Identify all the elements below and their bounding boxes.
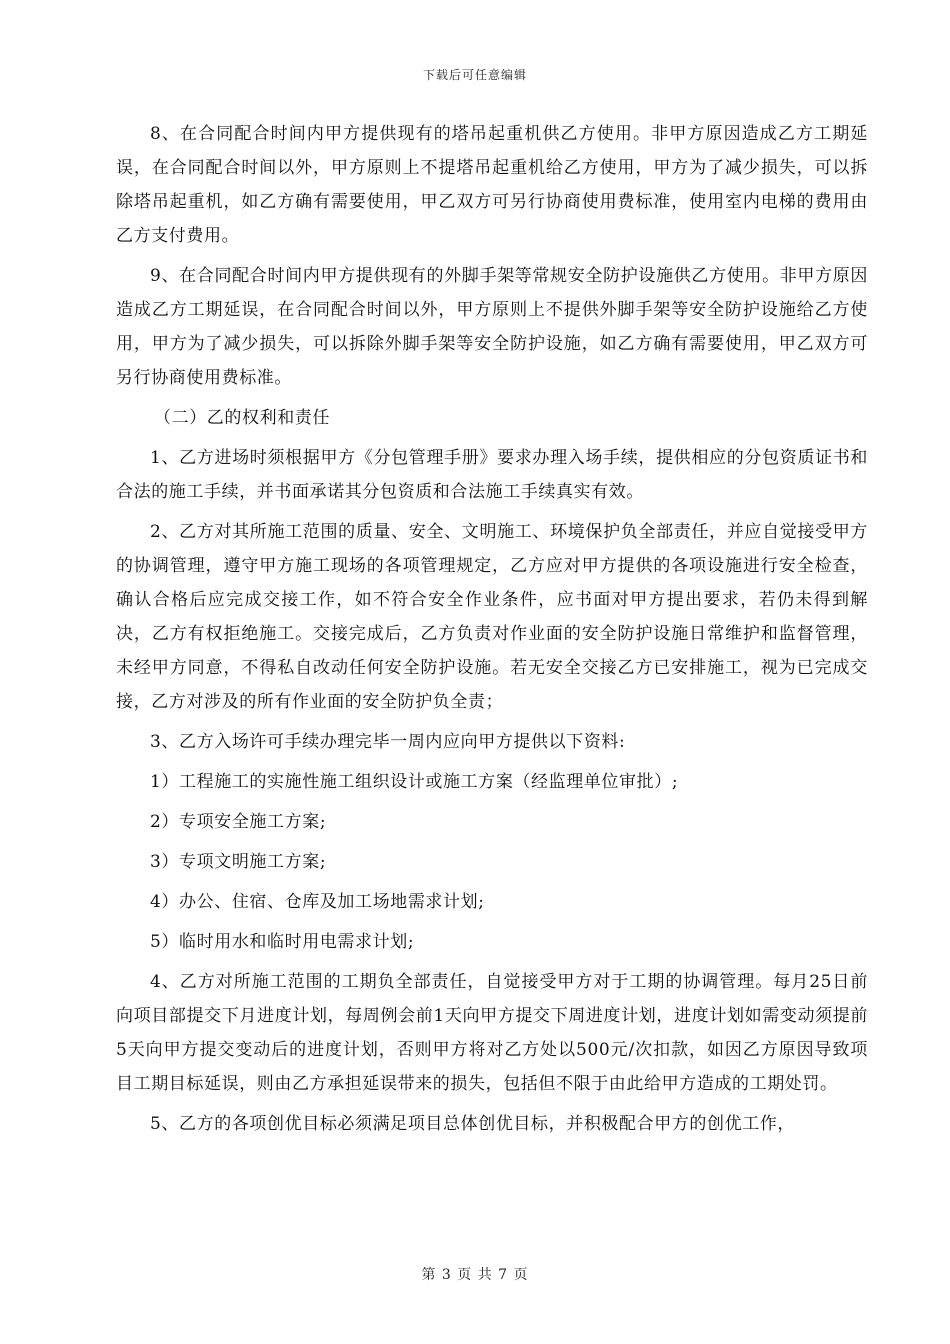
document-body [116, 117, 868, 1147]
paragraph-clause-1: 1、乙方进场时须根据甲方《分包管理手册》要求办理入场手续，提供相应的分包资质证书和合法的施工手续，并书面承诺其分包资质和合法施工手续真实有效。 [116, 448, 868, 502]
list-item-3: 3）专项文明施工方案; [150, 852, 327, 872]
page-number: 第 3 页 共 7 页 [421, 1267, 529, 1283]
list-item-1: 1）工程施工的实施性施工组织设计或施工方案（经监理单位审批）; [150, 772, 679, 792]
paragraph-clause-4: 4、乙方对所施工范围的工期负全部责任，自觉接受甲方对于工期的协调管理。每月25日前向项目部提交下月进度计划，每周例会前1天向甲方提交下周进度计划，进度计划如需变动须提前5天向甲方提交变动后的进度计划，否则甲方将对乙方处以500元/次扣款，如因乙方原因导致项目工期目标延误，则由乙方承担延误带来的损失，包括但不限于由此给甲方造成的工期处罚。 [116, 972, 868, 1094]
list-item-5: 5）临时用水和临时用电需求计划; [150, 932, 415, 952]
section-heading: （二）乙的权利和责任 [154, 408, 330, 428]
paragraph-clause-2: 2、乙方对其所施工范围的质量、安全、文明施工、环境保护负全部责任，并应自觉接受甲方的协调管理，遵守甲方施工现场的各项管理规定，乙方应对甲方提供的各项设施进行安全检查，确认合格后应完成交接工作，如不符合安全作业条件，应书面对甲方提出要求，若仍未得到解决，乙方有权拒绝施工。交接完成后，乙方负责对作业面的安全防护设施日常维护和监督管理，未经甲方同意，不得私自改动任何安全防护设施。若无安全交接乙方已安排施工，视为已完成交接，乙方对涉及的所有作业面的安全防护负全责； [116, 522, 868, 712]
paragraph-clause-5: 5、乙方的各项创优目标必须满足项目总体创优目标，并积极配合甲方的创优工作， [150, 1114, 796, 1134]
paragraph-clause-3: 3、乙方入场许可手续办理完毕一周内应向甲方提供以下资料: [150, 732, 626, 752]
paragraph-clause-9: 9、在合同配合时间内甲方提供现有的外脚手架等常规安全防护设施供乙方使用。非甲方原因造成乙方工期延误，在合同配合时间以外，甲方原则上不提供外脚手架等安全防护设施给乙方使用，甲方为了减少损失，可以拆除外脚手架等安全防护设施，如乙方确有需要使用，甲乙双方可另行协商使用费标准。 [116, 266, 868, 388]
list-item-2: 2）专项安全施工方案; [150, 812, 327, 832]
page-header: 下载后可任意编辑 [422, 68, 527, 82]
paragraph-clause-8: 8、在合同配合时间内甲方提供现有的塔吊起重机供乙方使用。非甲方原因造成乙方工期延误，在合同配合时间以外，甲方原则上不提塔吊起重机给乙方使用，甲方为了减少损失，可以拆除塔吊起重机，如乙方确有需要使用，甲乙双方可另行协商使用费标准，使用室内电梯的费用由乙方支付费用。 [116, 124, 868, 246]
list-item-4: 4）办公、住宿、仓库及加工场地需求计划; [150, 892, 485, 912]
